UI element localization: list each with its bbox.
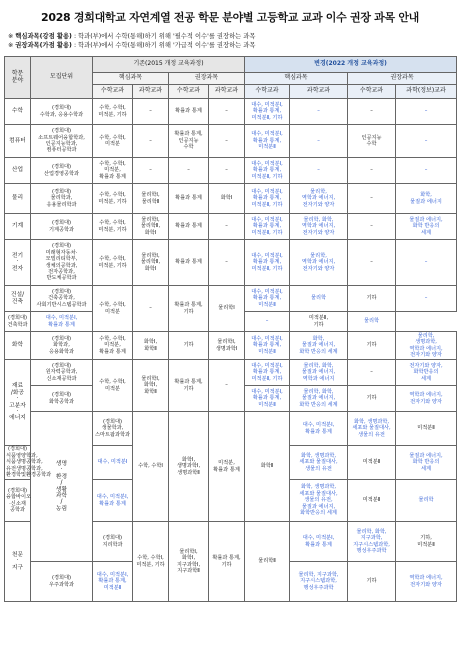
new-rec-math: 미적분Ⅱ, 기하 bbox=[290, 312, 348, 332]
new-rec-math: – bbox=[348, 240, 396, 286]
header-new-core-math: 수학교과 bbox=[245, 85, 290, 99]
new-rec-math: 기하, 미적분Ⅱ bbox=[396, 522, 457, 562]
field-cell: 재료 /화공 · 고분자 · 에너지 bbox=[5, 360, 31, 446]
new-core-math: 대수, 미적분Ⅰ, 확률과 통계, 미적분Ⅱ bbox=[93, 562, 133, 602]
dept-cell: (경희대) 지리학과 bbox=[93, 522, 133, 562]
note-text: : 학과(부)에서 수학(통해)하기 위해 '필수적 이수'를 권장하는 과목 bbox=[73, 33, 256, 40]
new-core-math: 대수, 미적분Ⅰ, 확률과 통계, 미적분Ⅱ, 기하 bbox=[245, 99, 290, 125]
dept-cell: (경희대) 건축공학과, 사회기반시스템공학과 bbox=[31, 286, 93, 312]
new-rec-sci: 화학, 물질과 에너지 bbox=[396, 184, 457, 214]
header-old-core-sci: 과학교과 bbox=[133, 85, 169, 99]
old-core-sci: 물리학Ⅰ, 물리학Ⅱ bbox=[133, 184, 169, 214]
new-core-math: 대수, 미적분Ⅰ, 확률과 통계, 미적분Ⅱ, 기하 bbox=[245, 360, 290, 386]
new-rec-math: 미적분Ⅱ bbox=[396, 412, 457, 446]
old-rec-sci: 화학Ⅱ bbox=[245, 412, 290, 522]
dept-cell: (경희대) 화학공학과 bbox=[31, 386, 93, 412]
new-rec-math: – bbox=[348, 360, 396, 386]
old-rec-math: 미적분, 확률과 통계 bbox=[209, 412, 245, 522]
old-rec-math: 확률과 통계 bbox=[169, 214, 209, 240]
new-core-math: 대수, 미적분Ⅰ, 확률과 통계 bbox=[93, 480, 133, 522]
table-row bbox=[5, 360, 457, 386]
new-rec-math: – bbox=[348, 99, 396, 125]
old-rec-math: 확률과 통계, 기하 bbox=[169, 360, 209, 412]
new-rec-sci: – bbox=[396, 125, 457, 158]
new-rec-sci: 물질과 에너지, 화학 반응의 세계 bbox=[396, 446, 457, 480]
new-core-math: 대수, 미적분Ⅰ, 확률과 통계, 미적분Ⅱ bbox=[245, 286, 290, 312]
old-core-sci: 물리학Ⅰ, 화학Ⅰ, 지구과학Ⅰ, 지구과학Ⅱ bbox=[169, 522, 209, 602]
new-core-math: 대수, 미적분Ⅰ, 확률과 통계, 미적분Ⅱ, 기하 bbox=[245, 158, 290, 184]
note-label: 권장과목(가점 활용) bbox=[15, 42, 72, 49]
table-row bbox=[5, 412, 457, 446]
new-core-math: 대수, 미적분Ⅰ, 확률과 통계, 미적분Ⅱ bbox=[245, 332, 290, 360]
field-cell: 천문 · 지구 bbox=[5, 522, 31, 602]
new-core-sci: 화학, 생명과학, 세포와 물질대사, 생물의 유전, 물질과 에너지, 화학반응의 세계 bbox=[290, 480, 348, 522]
old-rec-sci: 물리학Ⅰ bbox=[209, 286, 245, 332]
new-rec-sci: 역학과 에너지, 전자기와 양자 bbox=[396, 386, 457, 412]
old-core-math: 수학, 수학Ⅰ, 미적분, 확률과 통계 bbox=[93, 332, 133, 360]
header-old-curriculum: 기존(2015 개정 교육과정) bbox=[93, 57, 245, 73]
new-core-sci: 물리학, 지구과학, 지구시스템과학, 행성우주과학 bbox=[290, 562, 348, 602]
table-body bbox=[5, 99, 457, 602]
new-rec-math: – bbox=[348, 184, 396, 214]
old-core-math: 수학, 수학Ⅰ, 미적분 bbox=[93, 360, 133, 412]
old-core-math: 수학, 수학Ⅰ, 미적분, 기하 bbox=[93, 99, 133, 125]
table-row bbox=[5, 332, 457, 360]
old-core-sci: 물리학Ⅰ, 물리학Ⅱ, 화학Ⅰ bbox=[133, 240, 169, 286]
old-core-sci: 화학Ⅰ, 화학Ⅱ bbox=[133, 332, 169, 360]
new-core-sci: – bbox=[290, 125, 348, 158]
new-rec-math: 기하 bbox=[348, 386, 396, 412]
new-rec-math: 기하 bbox=[348, 332, 396, 360]
new-rec-sci: – bbox=[396, 240, 457, 286]
new-rec-sci: – bbox=[396, 99, 457, 125]
old-rec-sci: 물리학Ⅰ, 생명과학Ⅰ bbox=[209, 332, 245, 360]
new-core-sci: 화학, 생명과학, 세포와 물질대사, 생물의 유전 bbox=[290, 446, 348, 480]
table-row bbox=[5, 184, 457, 214]
field-cell: 건설/ 건축 bbox=[5, 286, 31, 312]
header-unit: 모집단위 bbox=[31, 57, 93, 99]
new-core-math: 대수, 미적분Ⅰ, 확률과 통계, 미적분Ⅱ, 기하 bbox=[245, 214, 290, 240]
dept-cell: (경희대) 기계공학과 bbox=[31, 214, 93, 240]
new-rec-sci: – bbox=[396, 158, 457, 184]
new-rec-math: – bbox=[348, 158, 396, 184]
new-rec-math: 미적분Ⅱ bbox=[348, 480, 396, 522]
new-core-sci: 물리학, 화학, 물질과 에너지, 화학 반응의 세계 bbox=[290, 386, 348, 412]
new-core-sci: 물리학, 화학, 역학과 에너지, 전자기와 양자 bbox=[290, 214, 348, 240]
new-core-math: 대수, 미적분Ⅰ, 확률과 통계, 미적분Ⅱ bbox=[245, 125, 290, 158]
new-core-sci: – bbox=[245, 312, 290, 332]
old-core-sci: – bbox=[133, 158, 169, 184]
header-old-rec-math: 수학교과 bbox=[169, 85, 209, 99]
new-rec-sci: 물리학, 생명과학, 역학과 에너지, 전자기와 양자 bbox=[396, 332, 457, 360]
old-core-sci: 물리학Ⅰ, 물리학Ⅱ, 화학Ⅰ bbox=[133, 214, 169, 240]
old-core-sci: 화학Ⅰ, 생명과학Ⅰ, 생명과학Ⅱ bbox=[169, 412, 209, 522]
new-rec-math: 인공지능 수학 bbox=[348, 125, 396, 158]
header-field: 학문 분야 bbox=[5, 57, 31, 99]
note-recommended bbox=[8, 41, 456, 50]
dept-cell: (경희대) 건축학과 bbox=[5, 312, 31, 332]
new-core-sci: 화학, 물질과 에너지, 화학 반응의 세계 bbox=[290, 332, 348, 360]
new-core-sci: 물리학, 화학, 지구과학, 지구시스템과학, 행성우주과학 bbox=[348, 522, 396, 562]
new-rec-sci: 전자기와 양자, 화학반응의 세계 bbox=[396, 360, 457, 386]
note-symbol: ※ bbox=[8, 42, 14, 49]
header-old-rec: 권장과목 bbox=[169, 73, 245, 85]
new-core-sci: 물리학, 화학, 물질과 에너지, 역학과 에너지 bbox=[290, 360, 348, 386]
dept-cell: (경희대) 원자력공학과, 신소재공학과 bbox=[31, 360, 93, 386]
new-rec-sci: 물리학 bbox=[348, 312, 396, 332]
new-rec-sci: 역학과 에너지, 전자기와 양자 bbox=[396, 562, 457, 602]
old-rec-math: – bbox=[169, 158, 209, 184]
new-rec-math: 기하 bbox=[348, 286, 396, 312]
header-new-curriculum: 변경(2022 개정 교육과정) bbox=[245, 57, 457, 73]
dept-cell: (경희대) 소프트웨어융합학과, 인공지능학과, 컴퓨터공학과 bbox=[31, 125, 93, 158]
note-symbol: ※ bbox=[8, 33, 14, 40]
new-rec-sci: 물리학 bbox=[396, 480, 457, 522]
old-core-sci: – bbox=[133, 125, 169, 158]
field-cell: 수학 bbox=[5, 99, 31, 125]
old-core-sci: – bbox=[133, 286, 169, 332]
new-core-sci: 물리학 bbox=[290, 286, 348, 312]
old-rec-math: 확률과 통계 bbox=[169, 184, 209, 214]
field-cell: 전기 · 전자 bbox=[5, 240, 31, 286]
old-rec-math: 확률과 통계, 기하 bbox=[209, 522, 245, 602]
field-cell: 컴퓨터 bbox=[5, 125, 31, 158]
table-row bbox=[5, 158, 457, 184]
old-core-sci: – bbox=[133, 99, 169, 125]
table-row bbox=[5, 286, 457, 312]
old-rec-math: 기하 bbox=[169, 332, 209, 360]
old-rec-math: 확률과 통계 bbox=[169, 240, 209, 286]
new-rec-sci: 물질과 에너지, 화학 반응의 세계 bbox=[396, 214, 457, 240]
header-old-core: 핵심과목 bbox=[93, 73, 169, 85]
new-rec-math: – bbox=[348, 214, 396, 240]
dept-cell: (경희대) 식품영양학과, 식품생명공학과, 유전생명공학과, 환경학및환경공학과 bbox=[6, 446, 52, 479]
header-new-core-sci: 과학교과 bbox=[290, 85, 348, 99]
old-rec-sci: 화학Ⅰ bbox=[209, 184, 245, 214]
header-old-rec-sci: 과학교과 bbox=[209, 85, 245, 99]
field-cell: 화학 bbox=[5, 332, 31, 360]
field-cell: 물리 bbox=[5, 184, 31, 214]
field-cell: 생명 · 환경 / 생활 과학 / 농림 bbox=[31, 412, 93, 562]
dept-cell: (경희대) 화학과, 응용화학과 bbox=[31, 332, 93, 360]
old-rec-math: 확률과 통계, 기하 bbox=[169, 286, 209, 332]
new-core-sci: 화학, 생명과학, 세포와 물질대사, 생물의 유전 bbox=[348, 412, 396, 446]
old-rec-sci: – bbox=[209, 214, 245, 240]
dept-cell: (경희대) 생물학과, 스마트팜과학과 bbox=[93, 412, 133, 446]
old-core-math: 수학, 수학Ⅰ, 미적분, 기하 bbox=[93, 214, 133, 240]
table-row bbox=[5, 240, 457, 286]
note-core bbox=[8, 32, 456, 41]
dept-cell: (경희대) 미래형자동차·모빌리티학부, 생체의공학과, 전자공학과, 반도체공학과 bbox=[31, 240, 93, 286]
new-rec-math: 기하 bbox=[348, 562, 396, 602]
new-core-math: 대수, 미적분Ⅰ bbox=[93, 446, 133, 480]
note-text: : 학과(부)에서 수학(통해)하기 위해 '가급적 이수'를 권장하는 과목 bbox=[73, 42, 256, 49]
dept-cell: (경희대) 산업경영공학과 bbox=[31, 158, 93, 184]
new-core-math: 대수, 미적분Ⅰ, 확률과 통계 bbox=[290, 412, 348, 446]
field-cell: 산업 bbox=[5, 158, 31, 184]
header-new-core: 핵심과목 bbox=[245, 73, 348, 85]
old-core-math: 수학, 수학Ⅰ, 미적분, 기하 bbox=[93, 240, 133, 286]
old-core-sci: 물리학Ⅰ, 화학Ⅰ, 화학Ⅱ bbox=[133, 360, 169, 412]
new-core-sci: – bbox=[290, 99, 348, 125]
new-core-sci: 물리학, 역학과 에너지, 전자기와 양자 bbox=[290, 240, 348, 286]
old-core-math: 수학, 수학Ⅰ bbox=[133, 412, 169, 522]
new-core-math: 대수, 미적분Ⅰ, 확률과 통계 bbox=[290, 522, 348, 562]
field-cell: 기계 bbox=[5, 214, 31, 240]
old-rec-sci: 물리학Ⅱ bbox=[245, 522, 290, 602]
old-core-math: 수학, 수학Ⅰ, 미적분 bbox=[93, 286, 133, 332]
old-core-math: 수학, 수학Ⅰ, 미적분, 기하 bbox=[93, 184, 133, 214]
note-label: 핵심과목(강점 활용) bbox=[15, 33, 72, 40]
old-rec-sci: – bbox=[209, 240, 245, 286]
old-rec-sci: – bbox=[209, 125, 245, 158]
old-rec-sci: – bbox=[209, 99, 245, 125]
old-core-math: 수학, 수학Ⅰ, 미적분, 확률과 통계 bbox=[93, 158, 133, 184]
new-core-sci: – bbox=[290, 158, 348, 184]
new-rec-sci: – bbox=[396, 286, 457, 312]
header-new-rec-sci: 과학(정보)교과 bbox=[396, 85, 457, 99]
table-row bbox=[5, 99, 457, 125]
table-row bbox=[5, 125, 457, 158]
new-core-math: 대수, 미적분Ⅰ, 확률과 통계, 미적분Ⅱ bbox=[245, 386, 290, 412]
header-new-rec-math: 수학교과 bbox=[348, 85, 396, 99]
course-table bbox=[4, 56, 457, 602]
header-old-core-math: 수학교과 bbox=[93, 85, 133, 99]
old-core-math: 수학, 수학Ⅰ, 미적분 bbox=[93, 125, 133, 158]
new-core-sci: 물리학, 역학과 에너지, 전자기와 양자 bbox=[290, 184, 348, 214]
old-rec-math: 확률과 통계 bbox=[169, 99, 209, 125]
old-core-math: 수학, 수학Ⅰ, 미적분, 기하 bbox=[133, 522, 169, 602]
new-rec-math: 미적분Ⅱ bbox=[348, 446, 396, 480]
old-rec-sci: – bbox=[209, 360, 245, 412]
new-core-math: 대수, 미적분Ⅰ, 확률과 통계, 미적분Ⅱ, 기하 bbox=[245, 240, 290, 286]
dept-cell: (경희대) 우주과학과 bbox=[31, 562, 93, 602]
page-title: 2028 경희대학교 자연계열 전공 학문 분야별 고등학교 교과 이수 권장 과목 안내 bbox=[40, 11, 420, 24]
dept-cell: (경희대) 물리학과, 응용물리학과 bbox=[31, 184, 93, 214]
dept-cell: (경희대) 수학과, 응용수학과 bbox=[31, 99, 93, 125]
new-core-math: 대수, 미적분Ⅰ, 확률과 통계 bbox=[31, 312, 93, 332]
old-rec-math: 확률과 통계, 인공지능 수학 bbox=[169, 125, 209, 158]
table-row bbox=[5, 214, 457, 240]
dept-cell: (경희대) 융합바이오·신소재 공학과 bbox=[5, 480, 31, 522]
header-new-rec: 권장과목 bbox=[348, 73, 457, 85]
old-rec-sci: – bbox=[209, 158, 245, 184]
new-core-math: 대수, 미적분Ⅰ, 확률과 통계, 미적분Ⅱ, 기하 bbox=[245, 184, 290, 214]
